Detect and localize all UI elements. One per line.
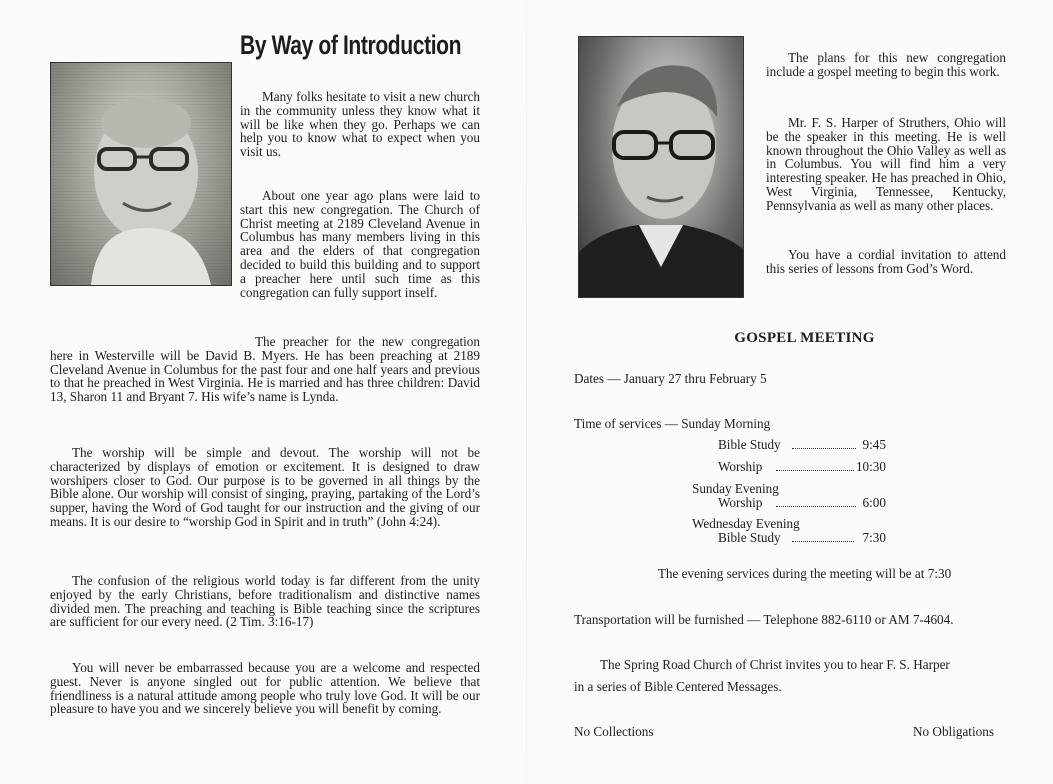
speaker-portrait-icon (579, 37, 743, 297)
leader-dots (776, 470, 854, 471)
preacher-paragraph-text: The preacher for the new congregation here in Westerville will be David B. Myers. He has been preaching at 2189 Cleveland Avenue in Columbus for the past four and one half years and previous to that he preached in West Virginia. He is married and has three children: David 13, Sharon 11 and Bryant 7. His wife’s name is Lynda. (50, 334, 480, 405)
leader-dots (792, 541, 854, 542)
schedule-time: 7:30 (862, 530, 886, 545)
history-paragraph: About one year ago plans were laid to start this new congregation. The Church of Christ meeting at 2189 Cleveland Avenue in Columbus has many members living in this area and the elders of that congregation decided to build this building and to support a preacher here until such time as this congregation can fully support inself. (240, 188, 480, 300)
page-title: By Way of Introduction (240, 30, 462, 60)
schedule-row-wed-bible-study (692, 530, 886, 545)
worship-paragraph: The worship will be simple and devout. The worship will not be characterized by displays of emotion or excitement. It is designed to draw worshipers closer to God. Our purpose is to be governed in all things by the Bible alone. Our worship will consist of singing, praying, partaking of the Lord’s supper, having the Word of God taught for our instruction and the giving of our means. It is our desire to “worship God in Spirit and in truth” (John 4:24). (50, 445, 480, 529)
meeting-dates: Dates — January 27 thru February 5 (574, 371, 767, 386)
speaker-photo (578, 36, 744, 298)
schedule-row-bible-study (692, 437, 886, 452)
schedule-label: Worship (718, 495, 763, 510)
confusion-paragraph: The confusion of the religious world today is far different from the unity enjoyed by the early Christians, before traditionalism and distinctive names divided men. The preaching and teaching is Bible teaching since the scriptures are sufficient for our every need. (2 Tim. 3:16-17) (50, 573, 480, 630)
schedule-row-evening-worship (692, 495, 886, 510)
transportation-note: Transportation will be furnished — Telephone 882-6110 or AM 7-4604. (574, 612, 954, 627)
schedule-label: Worship (718, 459, 763, 474)
plans-paragraph: The plans for this new congregation include a gospel meeting to begin this work. (766, 50, 1006, 79)
time-of-services: Time of services — Sunday Morning (574, 416, 771, 431)
no-obligations: No Obligations (913, 724, 994, 739)
gospel-meeting-heading: GOSPEL MEETING (734, 330, 875, 346)
wednesday-evening-heading: Wednesday Evening (692, 516, 800, 531)
leader-dots (776, 506, 856, 507)
schedule-label: Bible Study (718, 437, 781, 452)
schedule-label: Bible Study (718, 530, 781, 545)
invitation-line-2: in a series of Bible Centered Messages. (574, 679, 782, 694)
left-page (0, 0, 526, 784)
page-fold (526, 0, 527, 784)
leader-dots (792, 448, 856, 449)
no-collections: No Collections (574, 724, 654, 739)
speaker-paragraph: Mr. F. S. Harper of Struthers, Ohio will be the speaker in this meeting. He is well known throughout the Ohio Valley as well as in Columbus. You will find him a very interesting speaker. He has preached in Ohio, West Virginia, Tennessee, Kentucky, Pennsylvania as well as many other places. (766, 115, 1006, 213)
schedule-time: 9:45 (862, 437, 886, 452)
schedule-row-worship (692, 459, 886, 474)
invitation-line-1: The Spring Road Church of Christ invites you to hear F. S. Harper (600, 657, 950, 672)
preacher-photo (50, 62, 232, 286)
preacher-paragraph (50, 335, 480, 404)
welcome-paragraph: You will never be embarrassed because you are a welcome and respected guest. Never is anyone singled out for public attention. We believe that friendliness is a natural attitude among people who truly love God. It will be our pleasure to have you and we sincerely believe you will benefit by coming. (50, 660, 480, 717)
preacher-portrait-icon (51, 63, 231, 285)
schedule-time: 6:00 (862, 495, 886, 510)
evening-note: The evening services during the meeting will be at 7:30 (657, 566, 952, 581)
invitation-paragraph: You have a cordial invitation to attend this series of lessons from God’s Word. (766, 247, 1006, 276)
sunday-evening-heading: Sunday Evening (692, 481, 779, 496)
schedule-time: 10:30 (855, 459, 886, 474)
intro-paragraph: Many folks hesitate to visit a new church in the community unless they know what it will be like when they go. Perhaps we can help you to know what to expect when you visit us. (240, 89, 480, 160)
